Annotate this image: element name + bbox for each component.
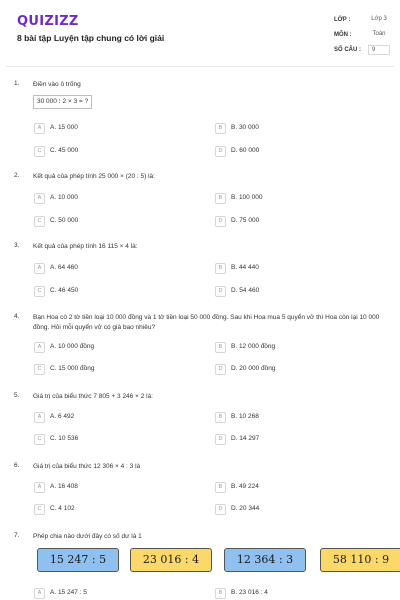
option-letter: D	[215, 504, 226, 515]
option-letter: C	[34, 504, 45, 515]
option-text: D. 20 344	[231, 505, 260, 512]
division-card: 15 247 : 5	[37, 548, 119, 572]
option-letter: C	[34, 434, 45, 445]
worksheet-title: 8 bài tập Luyện tập chung có lời giải	[17, 33, 165, 43]
option-letter: B	[215, 123, 226, 134]
option-text: A. 15 000	[50, 124, 78, 131]
question-text: Giá trị của biểu thức 12 306 × 4 : 3 là	[33, 463, 141, 470]
meta-grade-label: LỚP :	[334, 17, 351, 23]
option-text: A. 10 000 đồng	[50, 343, 95, 350]
option-letter: A	[34, 588, 45, 599]
division-card: 58 110 : 9	[320, 548, 400, 572]
meta-count-value: 9	[368, 45, 390, 55]
option-text: B. 23 016 : 4	[231, 589, 268, 596]
option-text: A. 6 492	[50, 413, 75, 420]
option-letter: D	[215, 364, 226, 375]
question-text: Phép chia nào dưới đây có số dư là 1	[33, 533, 142, 540]
question-number: 3.	[14, 242, 20, 249]
option-letter: A	[34, 193, 45, 204]
option-text: A. 10 000	[50, 194, 78, 201]
option-text: C. 50 000	[50, 217, 79, 224]
division-cards	[0, 548, 400, 576]
option-letter: D	[215, 434, 226, 445]
option-text: A. 15 247 : 5	[50, 589, 87, 596]
option-text: B. 12 000 đồng	[231, 343, 276, 350]
option-text: B. 44 440	[231, 264, 259, 271]
option-letter: C	[34, 286, 45, 297]
option-letter: B	[215, 342, 226, 353]
question-number: 5.	[14, 392, 20, 399]
question-number: 6.	[14, 462, 20, 469]
option-text: C. 10 536	[50, 435, 79, 442]
option-text: C. 15 000 đồng	[50, 365, 95, 372]
option-text: A. 16 408	[50, 483, 78, 490]
question-number: 7.	[14, 532, 20, 539]
option-letter: C	[34, 216, 45, 227]
question-number: 1.	[14, 80, 20, 87]
option-text: B. 100 000	[231, 194, 263, 201]
option-letter: B	[215, 482, 226, 493]
worksheet-header	[0, 0, 400, 68]
option-text: B. 10 268	[231, 413, 259, 420]
option-text: C. 46 450	[50, 287, 79, 294]
meta-grade-value: Lớp 3	[371, 16, 387, 22]
option-letter: D	[215, 286, 226, 297]
option-text: A. 64 460	[50, 264, 78, 271]
option-text: C. 4 102	[50, 505, 75, 512]
option-letter: A	[34, 263, 45, 274]
expression-box: 30 000 ⁝ 2 × 3 = ?	[33, 95, 92, 109]
option-text: D. 75 000	[231, 217, 260, 224]
option-letter: D	[215, 146, 226, 157]
division-card: 12 364 : 3	[224, 548, 306, 572]
header-divider	[6, 66, 394, 67]
option-letter: A	[34, 412, 45, 423]
option-letter: B	[215, 193, 226, 204]
option-letter: B	[215, 588, 226, 599]
option-text: B. 30 000	[231, 124, 259, 131]
option-text: C. 45 000	[50, 147, 79, 154]
option-text: D. 20 000 đồng	[231, 365, 276, 372]
option-text: D. 60 000	[231, 147, 260, 154]
option-letter: B	[215, 412, 226, 423]
question-text: Điền vào ô trống	[33, 81, 81, 88]
question-text: Kết quả của phép tính 25 000 × (20 : 5) là:	[33, 173, 155, 180]
option-letter: C	[34, 146, 45, 157]
option-letter: A	[34, 482, 45, 493]
option-text: B. 49 224	[231, 483, 259, 490]
question-text: Giá trị của biểu thức 7 805 + 3 246 × 2 là:	[33, 393, 153, 400]
division-card: 23 016 : 4	[130, 548, 212, 572]
question-text: Kết quả của phép tính 16 115 × 4 là:	[33, 243, 138, 250]
option-text: D. 14 297	[231, 435, 260, 442]
question-number: 2.	[14, 172, 20, 179]
question-number: 4.	[14, 313, 20, 320]
meta-subject-value: Toán	[372, 31, 386, 37]
option-letter: A	[34, 342, 45, 353]
quizizz-logo: QUIZIZZ	[17, 14, 79, 29]
option-letter: C	[34, 364, 45, 375]
meta-count-label: SỐ CÂU :	[334, 47, 361, 53]
option-letter: A	[34, 123, 45, 134]
option-letter: D	[215, 216, 226, 227]
question-text: Bạn Hoa có 2 tờ tiền loại 10 000 đồng và 1 tờ tiền loại 50 000 đồng. Sau khi Hoa mua 5 quyển vở thì Hoa còn lại 10 000 đồng. Hỏi mỗi quyển vở có giá bao nhiêu?	[33, 314, 380, 331]
meta-subject-label: MÔN :	[334, 32, 352, 38]
option-letter: B	[215, 263, 226, 274]
option-text: D. 54 460	[231, 287, 260, 294]
